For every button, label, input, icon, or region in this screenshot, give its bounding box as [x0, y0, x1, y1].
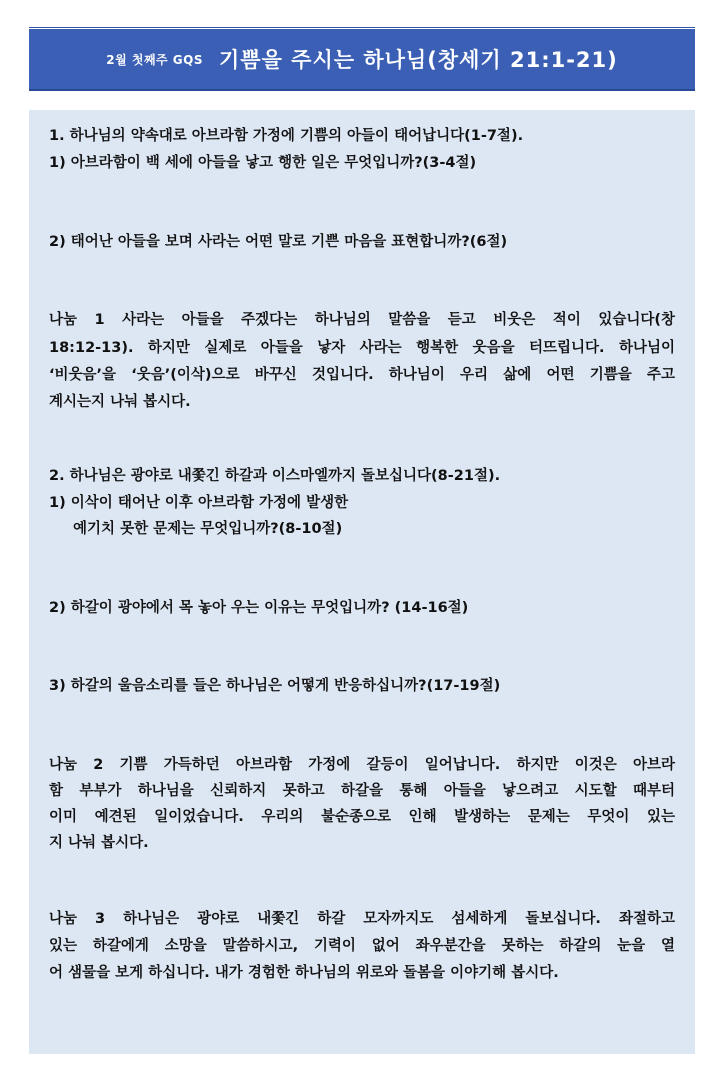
share2-line-1: 나눔 2 기쁨 가득하던 아브라함 가정에 갈등이 일어납니다. 하지만 이것은 아브라 [49, 757, 675, 773]
share1-line-2: 18:12-13). 하지만 실제로 아들을 낳자 사라는 행복한 웃음을 터뜨립니다. 하나님이 [49, 340, 675, 356]
share1-line-1: 나눔 1 사라는 아들을 주겠다는 하나님의 말씀을 듣고 비웃은 적이 있습니다(창 [49, 312, 675, 328]
worksheet-body [29, 110, 695, 1054]
header-top-rule [29, 27, 695, 28]
share3-line-1: 나눔 3 하나님은 광야로 내쫓긴 하갈 모자까지도 섬세하게 돌보십니다. 좌절하고 [49, 911, 675, 927]
section2-question-1-line-1: 1) 이삭이 태어난 이후 아브라함 가정에 발생한 [49, 495, 349, 511]
share1-line-4: 계시는지 나눠 봅시다. [49, 394, 191, 410]
section1-heading: 1. 하나님의 약속대로 아브라함 가정에 기쁨의 아들이 태어납니다(1-7절). [49, 128, 524, 144]
section2-question-3: 3) 하갈의 울음소리를 들은 하나님은 어떻게 반응하십니까?(17-19절) [49, 678, 501, 694]
header-title: 기쁨을 주시는 하나님(창세기 21:1-21) [219, 48, 618, 72]
section1-question-1: 1) 아브라함이 백 세에 아들을 낳고 행한 일은 무엇입니까?(3-4절) [49, 155, 477, 171]
section2-heading: 2. 하나님은 광야로 내쫓긴 하갈과 이스마엘까지 돌보십니다(8-21절). [49, 468, 501, 484]
share2-line-2: 함 부부가 하나님을 신뢰하지 못하고 하갈을 통해 아들을 낳으려고 시도할 때부터 [49, 783, 675, 799]
share2-line-4: 지 나눠 봅시다. [49, 835, 149, 851]
share2-line-3: 이미 예견된 일이었습니다. 우리의 불순종으로 인해 발생하는 문제는 무엇이 있는 [49, 809, 675, 825]
section2-question-2: 2) 하갈이 광야에서 목 놓아 우는 이유는 무엇입니까? (14-16절) [49, 600, 469, 616]
section1-question-2: 2) 태어난 아들을 보며 사라는 어떤 말로 기쁜 마음을 표현합니까?(6절) [49, 234, 508, 250]
share1-line-3: ‘비웃음’을 ‘웃음’(이삭)으로 바꾸신 것입니다. 하나님이 우리 삶에 어떤 기쁨을 주고 [49, 367, 675, 383]
header-subtitle: 2월 첫째주 GQS [106, 52, 204, 67]
header-banner [29, 29, 695, 91]
share3-line-3: 어 샘물을 보게 하십니다. 내가 경험한 하나님의 위로와 돌봄을 이야기해 봅시다. [49, 965, 559, 981]
share3-line-2: 있는 하갈에게 소망을 말씀하시고, 기력이 없어 좌우분간을 못하는 하갈의 눈을 열 [49, 938, 675, 954]
section2-question-1-line-2: 예기치 못한 문제는 무엇입니까?(8-10절) [73, 521, 343, 537]
